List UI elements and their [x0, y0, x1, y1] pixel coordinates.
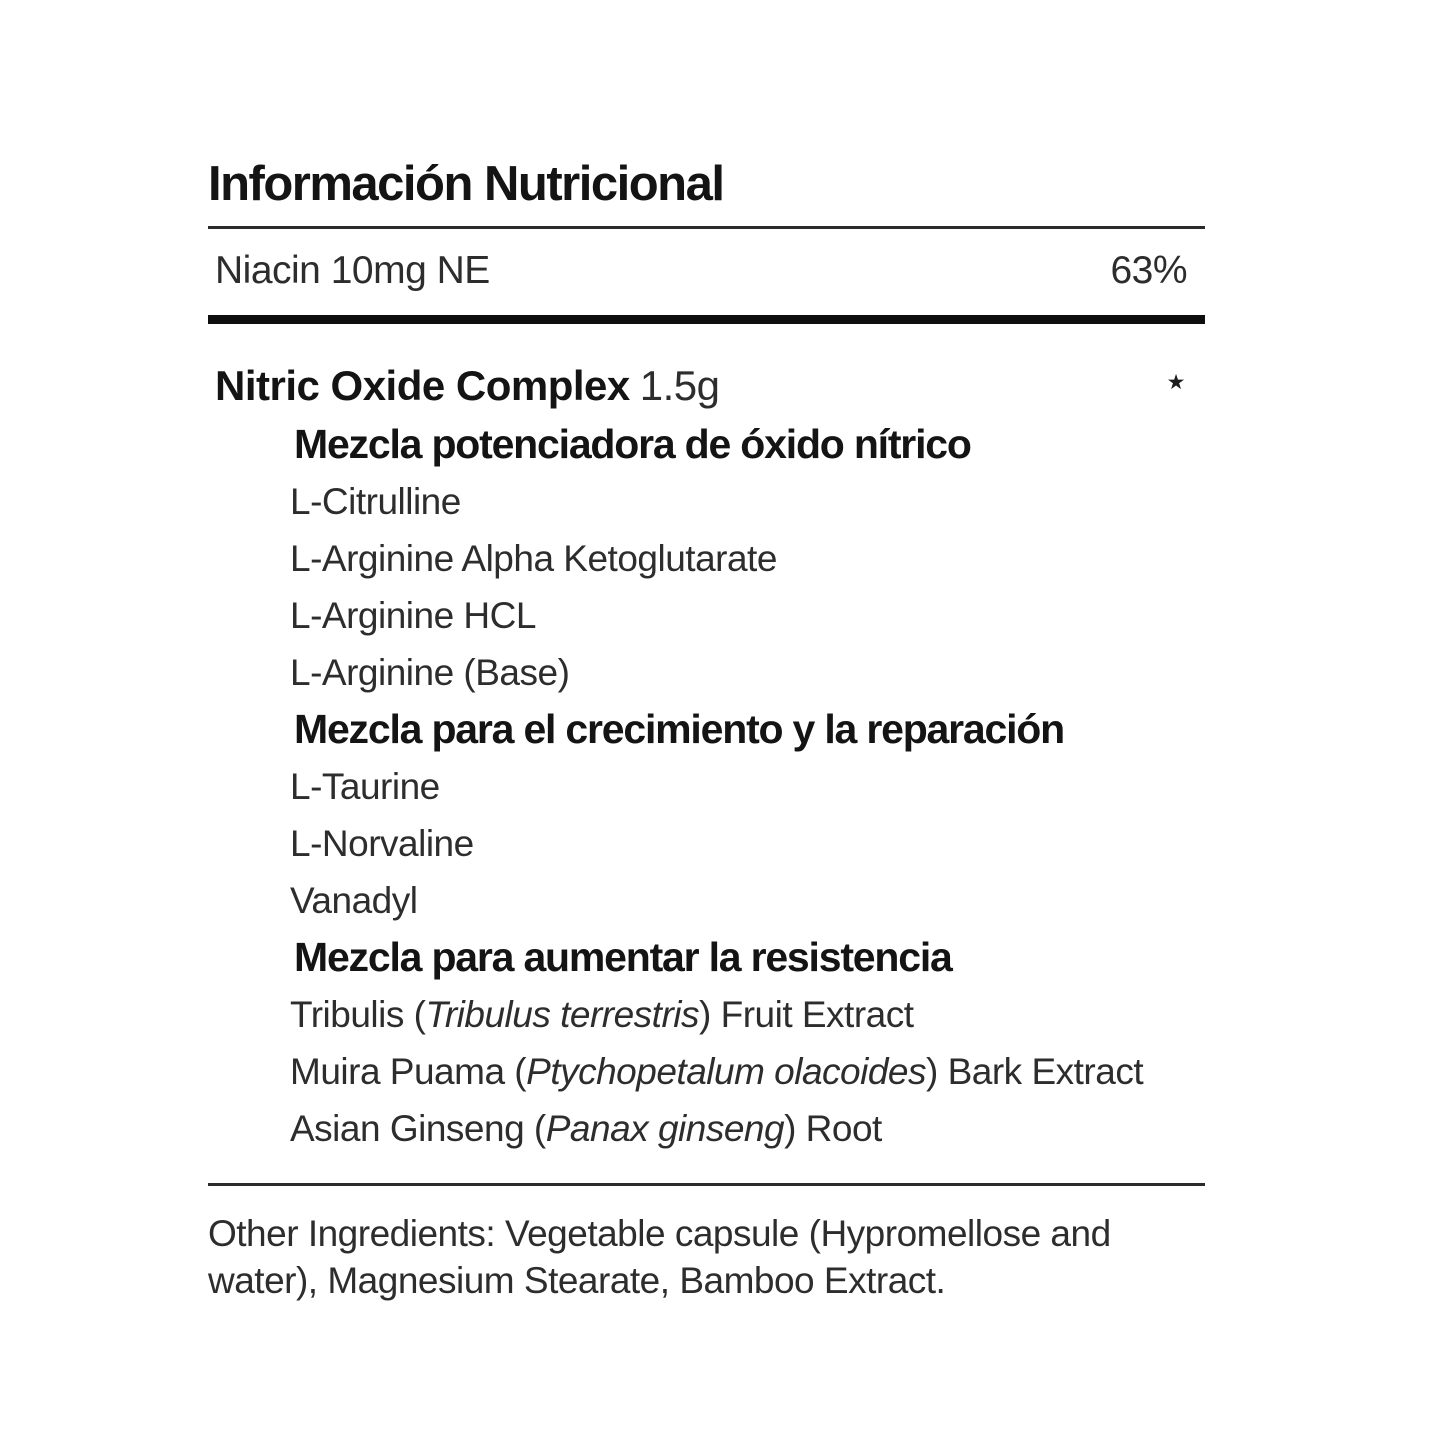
- other-ingredients-line: water), Magnesium Stearate, Bamboo Extract.: [208, 1260, 946, 1302]
- ingredient-item: [208, 815, 1205, 872]
- daily-value-asterisk-icon: ★: [1166, 371, 1185, 395]
- scientific-name: Ptychopetalum olacoides: [526, 1051, 926, 1093]
- ingredient-text: L-Arginine (Base): [290, 652, 570, 694]
- divider-thin-bottom: [208, 1183, 1205, 1186]
- ingredient-text: Vanadyl: [290, 880, 418, 922]
- ingredient-text: L-Taurine: [290, 766, 440, 808]
- nutrient-row: [208, 229, 1205, 315]
- scientific-name: Panax ginseng: [545, 1108, 785, 1150]
- ingredient-item: [208, 587, 1205, 644]
- ingredient-text: ) Bark Extract: [926, 1051, 1144, 1093]
- ingredient-text: L-Citrulline: [290, 481, 461, 523]
- ingredient-item: [208, 872, 1205, 929]
- complex-name: Nitric Oxide Complex: [215, 362, 630, 410]
- panel-title: Información Nutricional: [208, 157, 724, 211]
- other-ingredients-line: Other Ingredients: Vegetable capsule (Hypromellose and: [208, 1213, 1111, 1255]
- ingredient-text: L-Norvaline: [290, 823, 474, 865]
- nutrient-name: Niacin 10mg NE: [215, 249, 490, 293]
- ingredient-text: Tribulis (: [290, 994, 426, 1036]
- ingredient-text: L-Arginine Alpha Ketoglutarate: [290, 538, 777, 580]
- blend-heading: Mezcla potenciadora de óxido nítrico: [294, 421, 971, 468]
- ingredient-item: [208, 986, 1205, 1043]
- other-ingredients: [208, 1210, 1205, 1304]
- blend-list: [208, 416, 1205, 1157]
- ingredient-item: [208, 473, 1205, 530]
- ingredient-item: [208, 530, 1205, 587]
- ingredient-text: Asian Ginseng (: [290, 1108, 546, 1150]
- ingredient-item: [208, 644, 1205, 701]
- nutrition-facts-panel: [208, 156, 1205, 1304]
- scientific-name: Tribulus terrestris: [425, 994, 699, 1036]
- ingredient-text: ) Fruit Extract: [699, 994, 914, 1036]
- complex-row: [208, 360, 1205, 412]
- complex-name-amount: [215, 360, 720, 412]
- ingredient-text: ) Root: [784, 1108, 882, 1150]
- complex-amount: 1.5g: [639, 362, 720, 410]
- ingredient-item: [208, 1043, 1205, 1100]
- divider-thick: [208, 315, 1205, 324]
- blend-heading: Mezcla para el crecimiento y la reparación: [294, 706, 1064, 753]
- ingredient-item: [208, 1100, 1205, 1157]
- ingredient-item: [208, 758, 1205, 815]
- ingredient-text: Muira Puama (: [290, 1051, 527, 1093]
- blend-heading: Mezcla para aumentar la resistencia: [294, 934, 952, 981]
- nutrient-daily-value: 63%: [1110, 249, 1187, 293]
- ingredient-text: L-Arginine HCL: [290, 595, 536, 637]
